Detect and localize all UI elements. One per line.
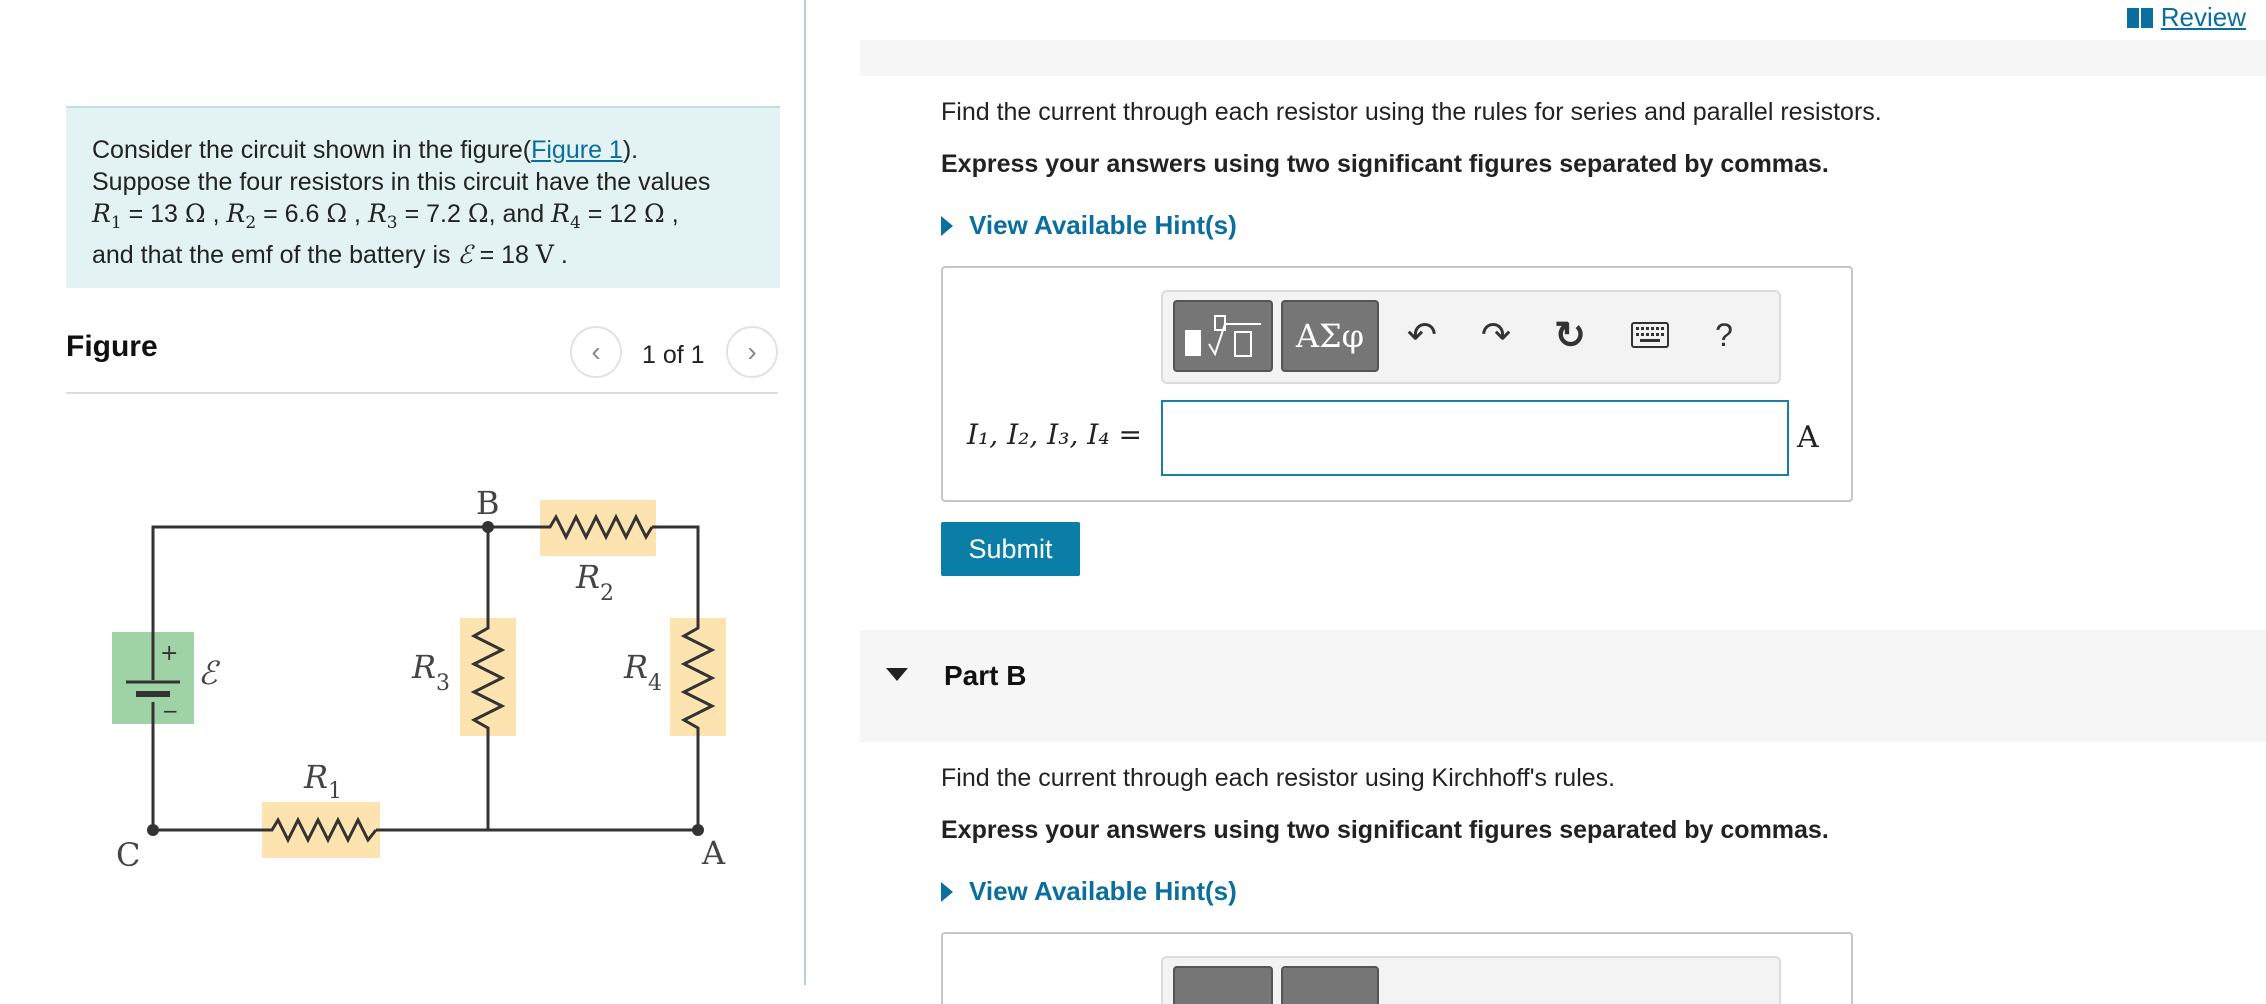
keyboard-icon[interactable] [1627,312,1673,358]
node-c-label: C [116,836,141,874]
greek-symbols-button[interactable]: ΑΣφ [1281,300,1379,372]
part-a-instruction: Find the current through each resistor using the rules for series and parallel resistors. [941,98,1882,126]
equation-label: I₁, I₂, I₃, I₄ = [967,418,1142,451]
next-figure-button[interactable] [726,326,778,378]
review-label: Review [2160,2,2246,32]
bottom-left-wire [153,714,266,830]
figure-link[interactable]: Figure 1 [531,136,623,164]
top-right-wire [652,527,698,622]
part-b-greek-symbols-button[interactable] [1281,966,1379,1004]
math-toolbar [1161,290,1781,384]
column-divider [804,0,806,985]
node-a-label: A [702,834,726,872]
part-a-hint-label: View Available Hint(s) [969,210,1237,240]
redo-icon[interactable]: ↷ [1480,314,1512,355]
r4-highlight [670,618,726,736]
caret-right-icon [941,882,953,902]
part-b-instruction-bold: Express your answers using two significant figures separated by commas. [941,816,1829,844]
review-link[interactable] [2127,2,2246,33]
chevron-right-icon: › [747,336,757,367]
part-b-answer-box [941,932,1853,1004]
part-b-math-toolbar [1161,956,1781,1004]
problem-line-4: and that the emf of the battery is ℰ = 18 V . [92,240,568,269]
battery-minus-label: − [162,699,179,723]
part-b-templates-button[interactable] [1173,966,1273,1004]
r3-highlight [460,618,516,736]
part-a-answer-box [941,266,1853,502]
part-b-header-band[interactable] [860,630,2266,742]
figure-divider [66,392,778,394]
problem-line-1: Consider the circuit shown in the figure(Figure 1). [92,136,639,164]
r4-label-sub: 4 [648,671,662,696]
chevron-left-icon: ‹ [591,336,601,367]
previous-figure-button[interactable] [570,326,622,378]
reset-icon[interactable]: ↻ [1554,314,1586,357]
caret-right-icon [941,216,953,236]
part-b-hint-label: View Available Hint(s) [969,876,1237,906]
part-b-hint-toggle[interactable] [941,876,1237,907]
r1-label-sub: 1 [328,779,342,804]
undo-icon[interactable]: ↶ [1406,314,1438,355]
part-a-hint-toggle[interactable] [941,210,1237,241]
problem-line-2: Suppose the four resistors in this circuit have the values [92,168,711,196]
circuit-diagram [100,470,740,890]
templates-icon [1181,310,1265,362]
submit-button[interactable]: Submit [941,522,1080,576]
caret-down-icon[interactable] [886,668,908,681]
r2-highlight [540,500,656,556]
node-b-label: B [476,484,500,522]
r4-label: R [624,648,649,686]
r3-label: R [412,648,437,686]
r1-label: R [304,758,329,796]
part-b-instruction: Find the current through each resistor using Kirchhoff's rules. [941,764,1616,792]
node-c-dot [147,824,159,836]
part-a-header-band [860,40,2266,76]
templates-button[interactable] [1173,300,1273,372]
part-b-title[interactable]: Part B [944,660,1027,691]
emf-label: ℰ [198,654,218,692]
r2-label: R [576,558,601,596]
book-icon [2127,8,2153,28]
help-icon[interactable]: ? [1715,316,1733,353]
unit-label: A [1797,420,1819,455]
answer-input[interactable] [1161,400,1789,476]
r3-label-sub: 3 [436,671,450,696]
figure-title: Figure [66,330,158,363]
figure-pager-text: 1 of 1 [642,341,705,369]
battery-plus-label: + [160,641,179,666]
problem-line-3: $R_1 = 13$ Ω , $R_2 = 6.6$ Ω , $R_3 = 7.2$ Ω, and $R_4 = 12$ Ω , [92,199,679,233]
node-b-dot [482,521,494,533]
part-a-instruction-bold: Express your answers using two significant figures separated by commas. [941,150,1829,178]
problem-statement [66,106,780,288]
r2-label-sub: 2 [600,581,614,606]
